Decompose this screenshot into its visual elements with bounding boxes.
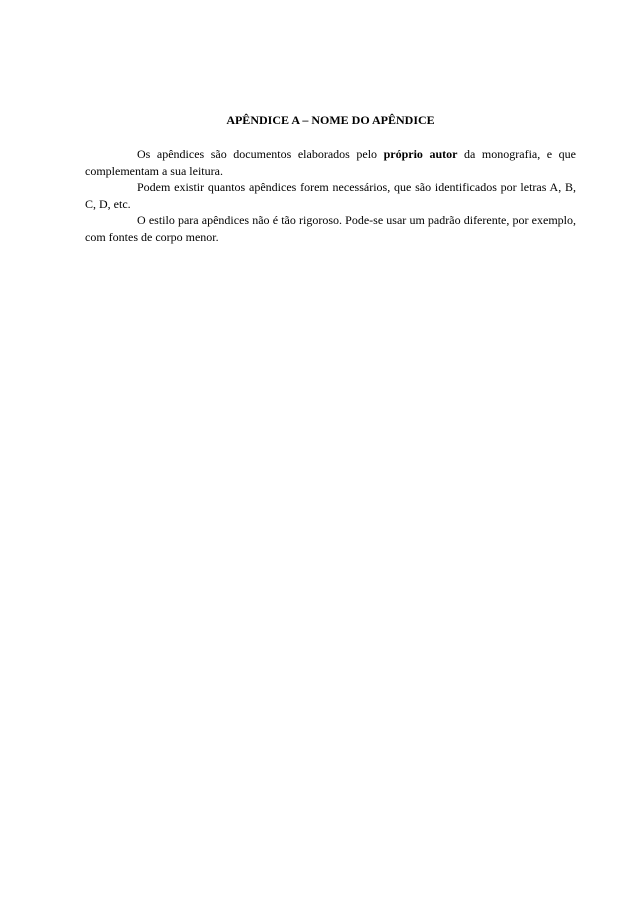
paragraph-1 xyxy=(85,146,576,179)
appendix-title: APÊNDICE A – NOME DO APÊNDICE xyxy=(226,113,435,127)
paragraph-2: Podem existir quantos apêndices forem necessários, que são identificados por letras A, B, C, D, etc. xyxy=(85,180,576,211)
paragraph-1-text-after: da monografia, e que complementam a sua leitura. xyxy=(85,147,576,178)
page-content xyxy=(85,112,576,245)
paragraph-1-bold-text: próprio autor xyxy=(383,147,458,161)
paragraph-3: O estilo para apêndices não é tão rigoroso. Pode-se usar um padrão diferente, por exemplo, com fontes de corpo menor. xyxy=(85,213,576,244)
paragraph-1-text-before: Os apêndices são documentos elaborados pelo xyxy=(137,147,384,161)
